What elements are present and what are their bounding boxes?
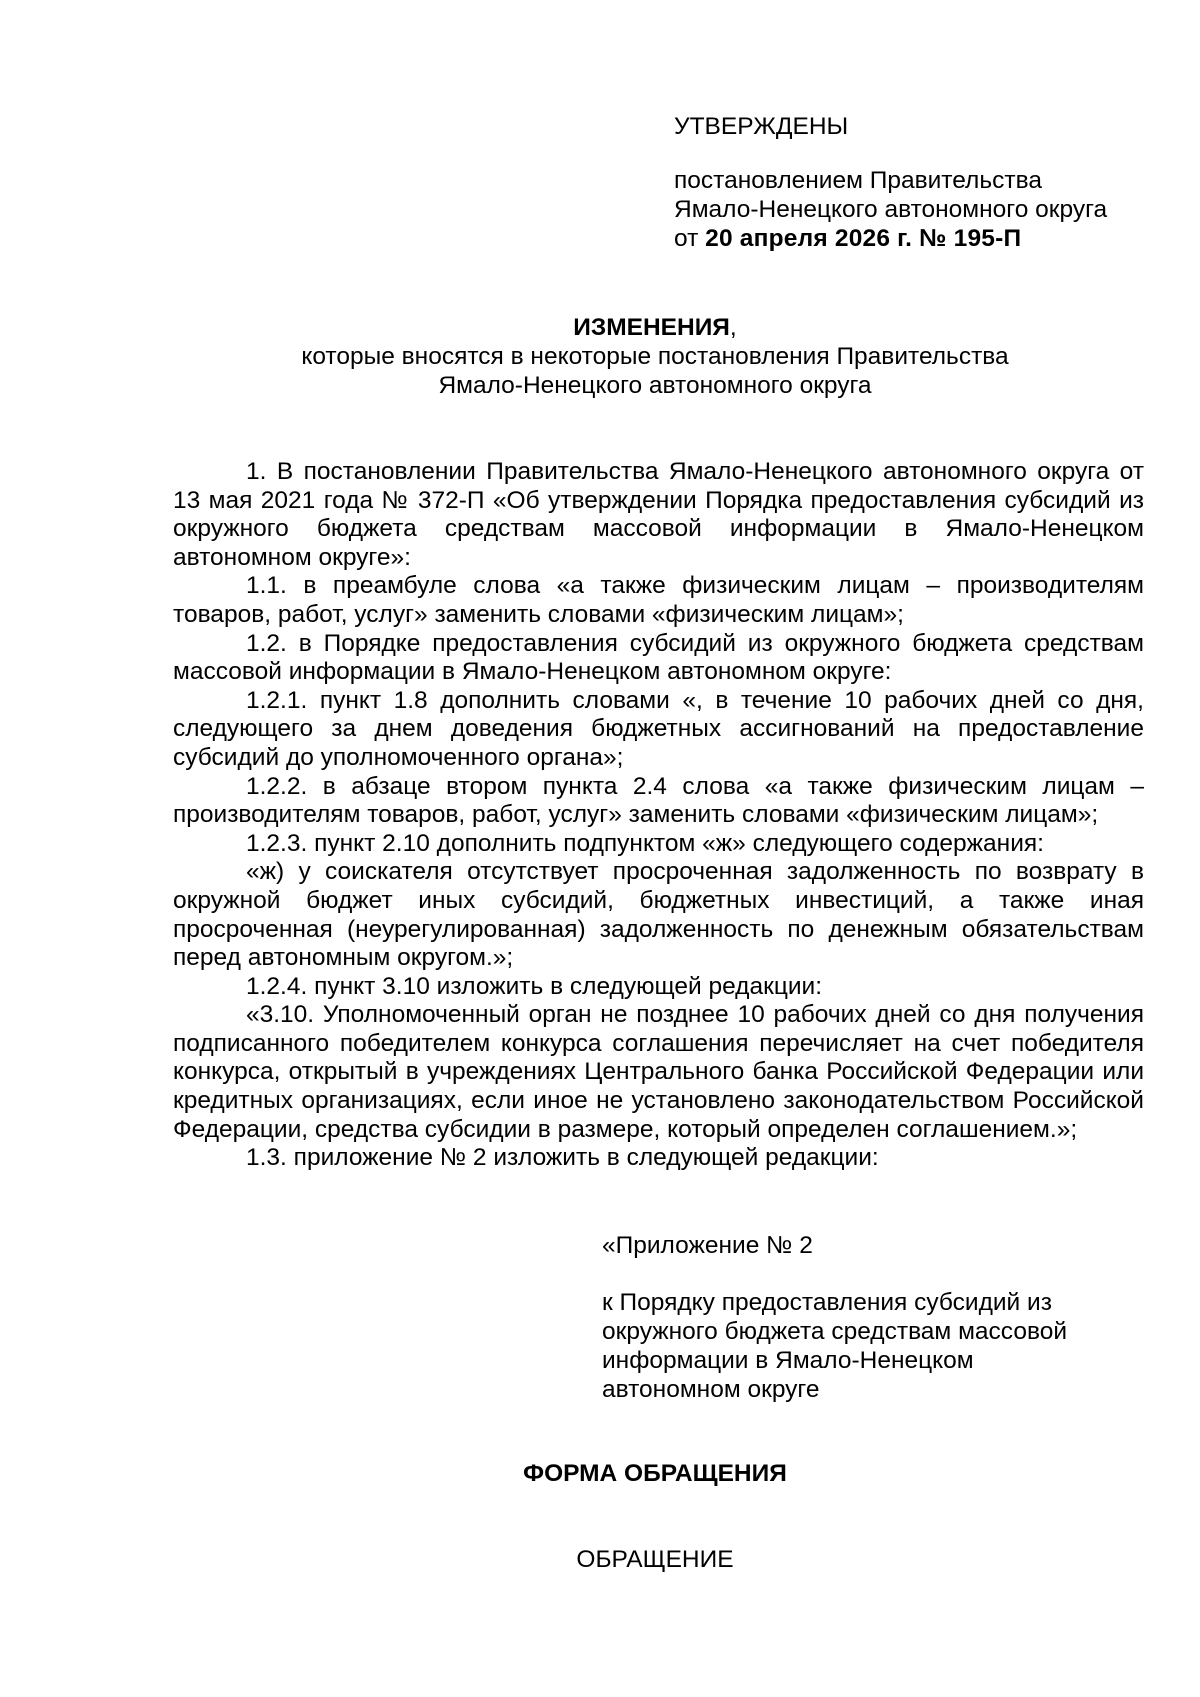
paragraph-3-10: «3.10. Уполномоченный орган не позднее 10 рабочих дней со дня получения подписанного победителем конкурса соглашения перечисляет на счет победителя конкурса, открытый в учреждениях Центрального банка Российской Федерации или кредитных организациях, если иное не установлено законодательством Российской Федерации, средства субсидии в размере, который определен соглашением.»; — [173, 1001, 1144, 1143]
document-subtitle-line1: которые вносятся в некоторые постановления Правительства — [301, 343, 1009, 370]
annex-line3: информации в Ямало-Ненецком — [602, 1347, 974, 1374]
document-body — [173, 458, 1144, 1173]
paragraph-1-2-1: 1.2.1. пункт 1.8 дополнить словами «, в течение 10 рабочих дней со дня, следующего за днем доведения бюджетных ассигнований на предоставление субсидий до уполномоченного органа»; — [173, 686, 1144, 771]
paragraph-subitem-zh: «ж) у соискателя отсутствует просроченная задолженность по возврату в окружной бюджет иных субсидий, бюджетных инвестиций, а также иная просроченная (неурегулированная) задолженность по денежным обязательствам перед автономным округом.»; — [173, 858, 1144, 972]
approval-block — [674, 112, 1154, 253]
approval-by: постановлением Правительства — [674, 167, 1042, 194]
document-subtitle-line2: Ямало-Ненецкого автономного округа — [438, 372, 872, 399]
paragraph-1-3: 1.3. приложение № 2 изложить в следующей редакции: — [246, 1144, 879, 1172]
paragraph-1-2-4: 1.2.4. пункт 3.10 изложить в следующей редакции: — [246, 972, 823, 1000]
approval-region: Ямало-Ненецкого автономного округа — [674, 196, 1108, 223]
annex-block — [602, 1231, 1142, 1404]
document-title-suffix: , — [729, 314, 737, 341]
paragraph-1-1: 1.1. в преамбуле слова «а также физическим лицам – производителям товаров, работ, услуг» заменить словами «физическим лицам»; — [173, 572, 1144, 628]
paragraph-1: 1. В постановлении Правительства Ямало-Ненецкого автономного округа от 13 мая 2021 года № 372-П «Об утверждении Порядка предоставления субсидий из окружного бюджета средствам массовой информации в Ямало-Ненецком автономном округе»: — [173, 458, 1144, 571]
annex-line4: автономном округе — [602, 1376, 820, 1403]
annex-title: «Приложение № 2 — [602, 1232, 813, 1259]
document-title: ИЗМЕНЕНИЯ — [573, 314, 730, 341]
form-title: ФОРМА ОБРАЩЕНИЯ — [523, 1460, 787, 1487]
paragraph-1-2-3: 1.2.3. пункт 2.10 дополнить подпунктом «ж» следующего содержания: — [246, 829, 1044, 857]
approval-date-prefix: от — [674, 225, 699, 252]
approval-date-number: 20 апреля 2026 г. № 195-П — [705, 225, 1022, 252]
paragraph-1-2-2: 1.2.2. в абзаце втором пункта 2.4 слова «а также физическим лицам – производителям товаров, работ, услуг» заменить словами «физическим лицам»; — [173, 772, 1144, 829]
appeal-title: ОБРАЩЕНИЕ — [576, 1546, 734, 1573]
approval-date — [674, 224, 1154, 253]
approval-heading: УТВЕРЖДЕНЫ — [674, 113, 849, 140]
paragraph-1-2: 1.2. в Порядке предоставления субсидий из окружного бюджета средствам массовой информации в Ямало-Ненецком автономном округе: — [173, 629, 1144, 686]
annex-line2: окружного бюджета средствам массовой — [602, 1318, 1068, 1345]
annex-line1: к Порядку предоставления субсидий из — [602, 1289, 1052, 1316]
document-heading — [170, 313, 1140, 400]
